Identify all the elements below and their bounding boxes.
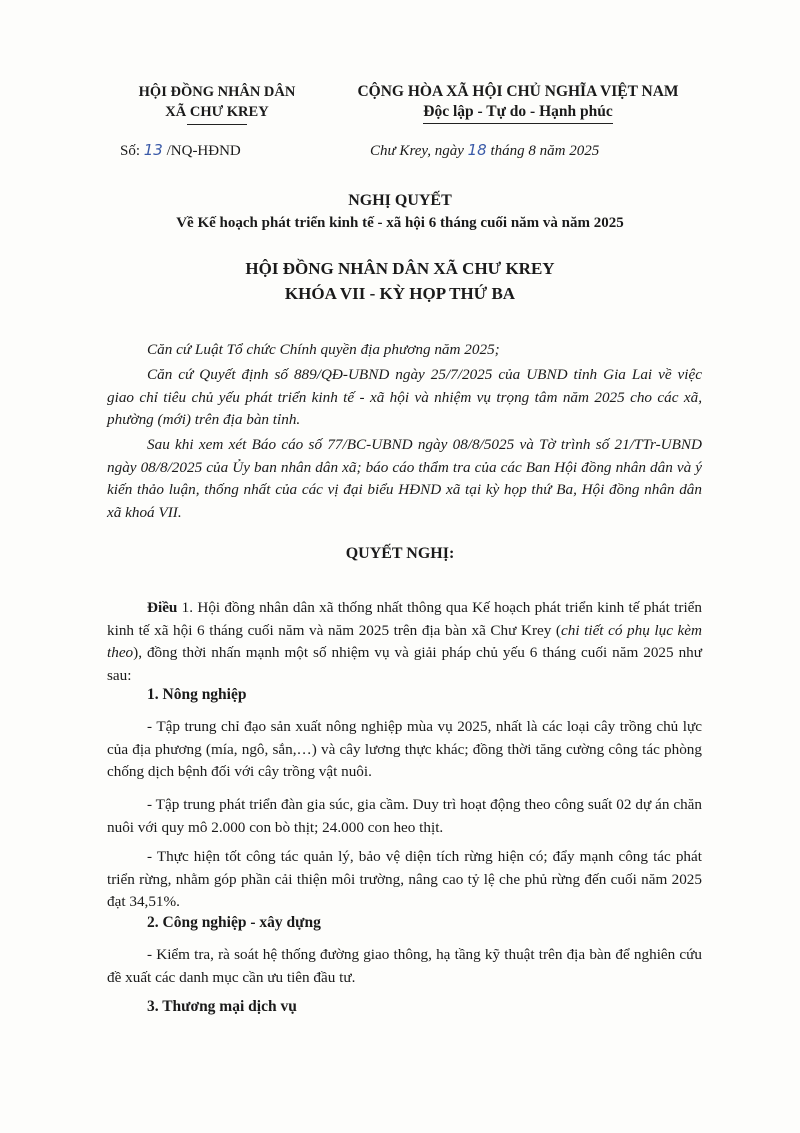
industry-bullet-1: - Kiểm tra, rà soát hệ thống đường giao thông, hạ tầng kỹ thuật trên địa bàn để nghiên cứu đề xuất các danh mục cần ưu tiên đầu tư. bbox=[107, 946, 702, 986]
org-underline bbox=[187, 124, 247, 125]
issuing-organization bbox=[92, 82, 342, 125]
article-1-label: Điều bbox=[147, 599, 178, 616]
article-1-text-a: Hội đồng nhân dân xã thống nhất thông qua Kế hoạch phát triển kinh tế phát triển kinh tế xã hội 6 tháng cuối năm và năm 2025 trên địa bàn xã Chư Krey ( bbox=[107, 599, 703, 639]
number-suffix: /NQ-HĐND bbox=[166, 143, 241, 159]
issue-date bbox=[370, 141, 599, 160]
agriculture-bullet-1: - Tập trung chỉ đạo sản xuất nông nghiệp mùa vụ 2025, nhất là các loại cây trồng chủ lực của địa phương (mía, ngô, sắn,…) và cây lương thực khác; đồng thời tăng cường công tác phòng chống dịch bệnh đối với cây trồng vật nuôi. bbox=[107, 718, 702, 780]
section-industry-heading: 2. Công nghiệp - xây dựng bbox=[147, 914, 321, 931]
document-type: NGHỊ QUYẾT bbox=[348, 192, 452, 209]
article-1 bbox=[107, 597, 702, 687]
agriculture-bullet-2: - Tập trung phát triển đàn gia súc, gia cầm. Duy trì hoạt động theo công suất 02 dự án chăn nuôi với quy mô 2.000 con bò thịt; 24.000 con heo thịt. bbox=[107, 796, 702, 836]
handwritten-day: 18 bbox=[467, 141, 487, 159]
national-header bbox=[318, 82, 718, 124]
date-suffix: tháng 8 năm 2025 bbox=[490, 143, 600, 159]
session-name: KHÓA VII - KỲ HỌP THỨ BA bbox=[284, 284, 516, 303]
date-prefix: Chư Krey, ngày bbox=[370, 143, 464, 159]
document-subject: Về Kế hoạch phát triển kinh tế - xã hội 6 tháng cuối năm và năm 2025 bbox=[176, 215, 624, 231]
preamble-review: Sau khi xem xét Báo cáo số 77/BC-UBND ngày 08/8/5025 và Tờ trình số 21/TTr-UBND ngày 08/8/2025 của Ủy ban nhân dân xã; báo cáo thẩm tra của các Ban Hội đồng nhân dân và ý kiến thảo luận, thống nhất của các vị đại biểu HĐND xã tại kỳ họp thứ Ba, Hội đồng nhân dân xã khoá VII. bbox=[107, 436, 702, 521]
national-motto: Độc lập - Tự do - Hạnh phúc bbox=[423, 102, 612, 124]
article-1-italic-note: chi tiết có phụ lục kèm theo bbox=[107, 621, 702, 661]
handwritten-number: 13 bbox=[143, 141, 163, 159]
resolution-heading: QUYẾT NGHỊ: bbox=[345, 545, 455, 562]
preamble-legal-basis-1: Căn cứ Luật Tổ chức Chính quyền địa phương năm 2025; bbox=[147, 341, 500, 358]
section-agriculture-heading: 1. Nông nghiệp bbox=[147, 686, 247, 703]
council-name: HỘI ĐỒNG NHÂN DÂN XÃ CHƯ KREY bbox=[245, 259, 555, 278]
org-line-2: XÃ CHƯ KREY bbox=[165, 104, 269, 120]
org-line-1: HỘI ĐỒNG NHÂN DÂN bbox=[138, 84, 296, 100]
number-prefix: Số: bbox=[120, 143, 141, 159]
article-1-text-b: ), đồng thời nhấn mạnh một số nhiệm vụ và giải pháp chủ yếu 6 tháng cuối năm 2025 như sau: bbox=[107, 644, 702, 684]
document-number bbox=[120, 141, 241, 160]
agriculture-bullet-3: - Thực hiện tốt công tác quản lý, bảo vệ diện tích rừng hiện có; đẩy mạnh công tác phát triển rừng, nhằm góp phần cải thiện môi trường, nâng cao tỷ lệ che phủ rừng đến cuối năm 2025 đạt 34,51%. bbox=[107, 848, 702, 910]
preamble-legal-basis-2: Căn cứ Quyết định số 889/QĐ-UBND ngày 25/7/2025 của UBND tỉnh Gia Lai về việc giao chỉ tiêu chủ yếu phát triển kinh tế - xã hội và nhiệm vụ trọng tâm năm 2025 cho các xã, phường (mới) trên địa bàn tỉnh. bbox=[107, 366, 702, 428]
article-1-number: 1. bbox=[181, 599, 194, 616]
country-name: CỘNG HÒA XÃ HỘI CHỦ NGHĨA VIỆT NAM bbox=[357, 83, 679, 100]
section-trade-heading: 3. Thương mại dịch vụ bbox=[147, 998, 297, 1015]
